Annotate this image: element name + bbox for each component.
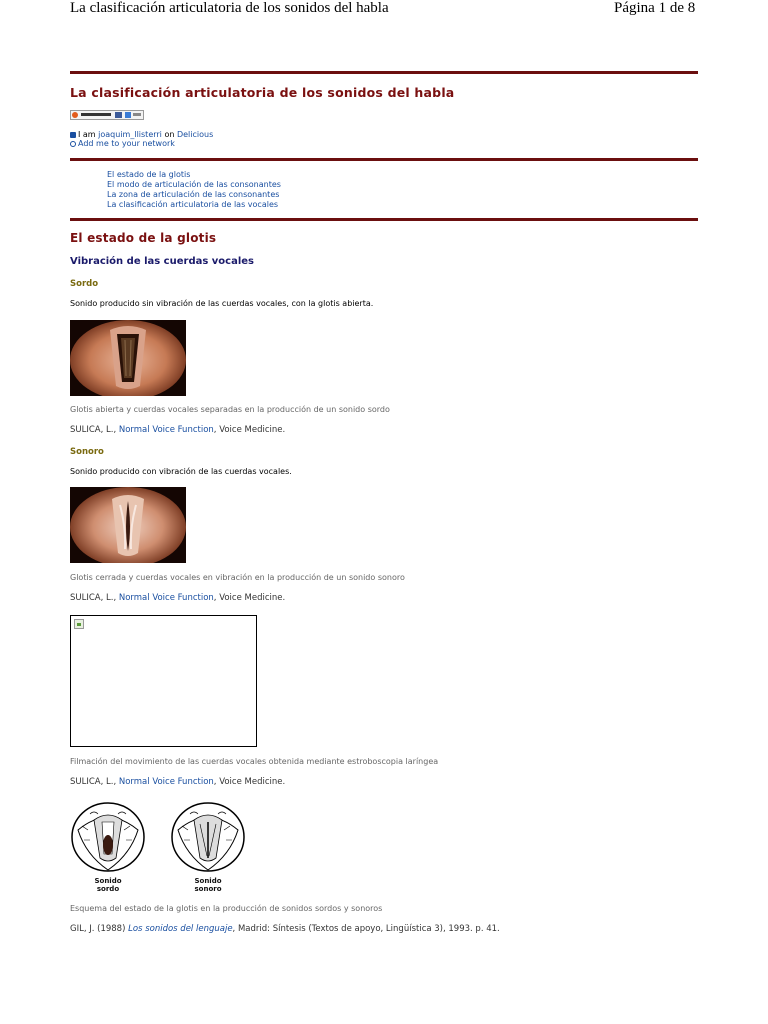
add-icon — [70, 141, 76, 147]
toc-item-glotis[interactable]: El estado de la glotis — [107, 170, 191, 179]
diagram-label-sordo: Sonido sordo — [94, 877, 122, 893]
pdf-page-number: Página 1 de 8 — [614, 0, 696, 16]
toc-item-vocales[interactable]: La clasificación articulatoria de las vocales — [107, 200, 279, 209]
video-embed[interactable] — [70, 615, 257, 747]
table-of-contents — [107, 170, 281, 210]
pdf-header — [0, 0, 768, 22]
ref-link-normal-voice[interactable]: Normal Voice Function — [118, 593, 214, 603]
ref-gil-author: GIL, J. (1988) — [70, 924, 126, 934]
diagram-label-sonoro: Sonido sonoro — [194, 877, 222, 893]
on-text: on — [164, 130, 175, 139]
glottis-diagram — [70, 800, 250, 875]
i-am-text: I am — [78, 130, 96, 139]
divider-3 — [70, 218, 698, 221]
add-network-link[interactable]: Add me to your network — [78, 139, 175, 148]
sonoro-heading: Sonoro — [70, 447, 104, 457]
page-title: La clasificación articulatoria de los sonidos del habla — [70, 85, 455, 100]
ref-author: SULICA, L., — [70, 593, 117, 603]
ref-link-normal-voice[interactable]: Normal Voice Function — [118, 425, 214, 435]
ref-rest: , Voice Medicine. — [213, 777, 286, 787]
diagram-sordo-drawing — [72, 803, 144, 871]
larynx-open-image — [70, 320, 186, 396]
delicious-link[interactable]: Delicious — [176, 130, 214, 139]
video-caption: Filmación del movimiento de las cuerdas vocales obtenida mediante estroboscopia laríngea — [70, 757, 439, 766]
ref-gil-title-link[interactable]: Los sonidos del lenguaje — [128, 924, 233, 934]
share-badge-icon[interactable] — [70, 110, 144, 120]
sordo-caption: Glotis abierta y cuerdas vocales separadas en la producción de un sonido sordo — [70, 405, 390, 414]
add-network-line[interactable] — [70, 139, 175, 148]
ref-sulica-1 — [70, 425, 285, 435]
ref-gil — [70, 924, 500, 934]
section-title: El estado de la glotis — [70, 231, 217, 245]
ref-sulica-3 — [70, 777, 285, 787]
delicious-icon — [70, 132, 76, 138]
ref-rest: , Voice Medicine. — [213, 425, 286, 435]
delicious-line — [70, 130, 213, 139]
pdf-header-title: La clasificación articulatoria de los sonidos del habla — [70, 0, 389, 16]
sordo-heading: Sordo — [70, 279, 99, 289]
sonoro-caption: Glotis cerrada y cuerdas vocales en vibración en la producción de un sonido sonoro — [70, 573, 405, 582]
broken-image-icon — [74, 619, 84, 629]
larynx-closed-image — [70, 487, 186, 563]
divider-top — [70, 71, 698, 74]
diagram-caption: Esquema del estado de la glotis en la producción de sonidos sordos y sonoros — [70, 904, 383, 913]
sonoro-text: Sonido producido con vibración de las cuerdas vocales. — [70, 467, 292, 476]
ref-link-normal-voice[interactable]: Normal Voice Function — [118, 777, 214, 787]
ref-gil-rest: , Madrid: Síntesis (Textos de apoyo, Lingüística 3), 1993. p. 41. — [232, 924, 500, 934]
divider-2 — [70, 158, 698, 161]
ref-author: SULICA, L., — [70, 777, 117, 787]
ref-author: SULICA, L., — [70, 425, 117, 435]
diagram-sonoro-drawing — [172, 803, 244, 871]
ref-sulica-2 — [70, 593, 285, 603]
ref-rest: , Voice Medicine. — [213, 593, 286, 603]
toc-item-modo[interactable]: El modo de articulación de las consonantes — [107, 180, 281, 189]
section-subtitle: Vibración de las cuerdas vocales — [70, 256, 255, 267]
user-link[interactable]: joaquim_llisterri — [98, 130, 162, 139]
sordo-text: Sonido producido sin vibración de las cuerdas vocales, con la glotis abierta. — [70, 299, 374, 308]
toc-item-zona[interactable]: La zona de articulación de las consonantes — [107, 190, 280, 199]
